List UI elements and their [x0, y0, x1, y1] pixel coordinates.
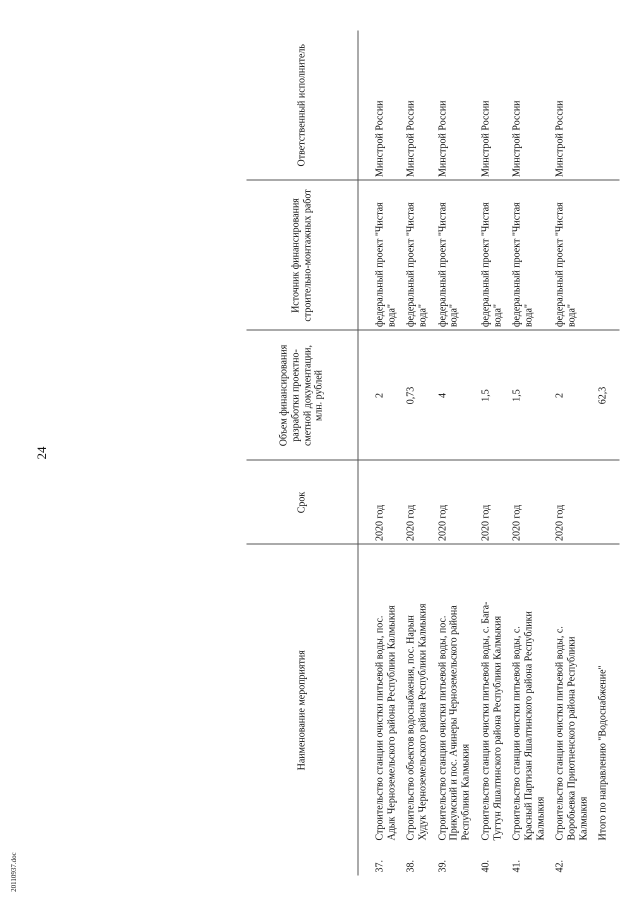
name-cell — [472, 545, 503, 876]
total-volume-cell: 62,3 — [590, 331, 620, 461]
row-number: 39. — [437, 841, 449, 873]
header-volume: Объем финансирования разработки проектно-сметной документации, млн. рублей — [247, 331, 359, 461]
term-cell: 2020 год — [429, 461, 472, 545]
table-row — [398, 31, 429, 876]
source-cell: федеральный проект "Чистая вода" — [358, 181, 398, 331]
responsible-cell: Минстрой России — [547, 31, 590, 181]
total-row — [590, 31, 620, 876]
row-number: 38. — [406, 841, 418, 873]
name-cell — [398, 545, 429, 876]
page-number: 24 — [32, 438, 52, 468]
header-term: Срок — [247, 461, 359, 545]
term-cell: 2020 год — [472, 461, 503, 545]
responsible-cell: Минстрой России — [472, 31, 503, 181]
row-name: Строительство станции очистки питьевой воды, с. Бага-Тугтун Яшалтинского района Республики Калмыкия — [480, 591, 503, 841]
row-name: Строительство станции очистки питьевой воды, с. Воробьевка Приютненского района Республики Калмыкия — [555, 591, 590, 841]
table-row — [547, 31, 590, 876]
table-row — [504, 31, 547, 876]
name-cell — [358, 545, 398, 876]
source-cell: федеральный проект "Чистая вода" — [398, 181, 429, 331]
row-number: 37. — [375, 841, 387, 873]
volume-cell: 1,5 — [472, 331, 503, 461]
total-source-cell — [590, 181, 620, 331]
table-row — [472, 31, 503, 876]
measures-table — [247, 31, 620, 876]
row-name: Строительство станции очистки питьевой воды, пос. Прикумский и пос. Ачинеры Черноземельского района Республики Калмыкия — [437, 591, 472, 841]
total-responsible-cell — [590, 31, 620, 181]
term-cell: 2020 год — [358, 461, 398, 545]
measures-table-container — [247, 31, 640, 876]
header-name: Наименование мероприятия — [247, 545, 359, 876]
total-label-cell — [590, 545, 620, 876]
volume-cell: 2 — [547, 331, 590, 461]
row-name: Строительство станции очистки питьевой воды, с. Красный Партизан Яшалтинского района Республики Калмыкия — [512, 591, 547, 841]
responsible-cell: Минстрой России — [504, 31, 547, 181]
volume-cell: 1,5 — [504, 331, 547, 461]
volume-cell: 2 — [358, 331, 398, 461]
term-cell: 2020 год — [398, 461, 429, 545]
total-label: Итого по направлению "Водоснабжение" — [598, 591, 610, 841]
responsible-cell: Минстрой России — [398, 31, 429, 181]
volume-cell: 4 — [429, 331, 472, 461]
name-cell — [547, 545, 590, 876]
row-number: 42. — [555, 841, 567, 873]
header-source: Источник финансирования строительно-монтажных работ — [247, 181, 359, 331]
source-cell: федеральный проект "Чистая вода" — [429, 181, 472, 331]
name-cell — [429, 545, 472, 876]
responsible-cell: Минстрой России — [358, 31, 398, 181]
row-number: 41. — [512, 841, 524, 873]
volume-cell: 0,73 — [398, 331, 429, 461]
source-cell: федеральный проект "Чистая вода" — [472, 181, 503, 331]
header-responsible: Ответственный исполнитель — [247, 31, 359, 181]
table-row — [429, 31, 472, 876]
source-cell: федеральный проект "Чистая вода" — [547, 181, 590, 331]
row-name: Строительство объектов водоснабжения, пос. Нарын Худук Черноземельского района Республики Калмыкия — [406, 591, 429, 841]
responsible-cell: Минстрой России — [429, 31, 472, 181]
name-cell — [504, 545, 547, 876]
total-term-cell — [590, 461, 620, 545]
term-cell: 2020 год — [504, 461, 547, 545]
table-header-row — [247, 31, 359, 876]
row-number: 40. — [480, 841, 492, 873]
footer-file-stamp: 20110937.doc — [8, 837, 20, 907]
table-row — [358, 31, 398, 876]
source-cell: федеральный проект "Чистая вода" — [504, 181, 547, 331]
term-cell: 2020 год — [547, 461, 590, 545]
row-name: Строительство станции очистки питьевой воды, пос. Адык Черноземельского района Республики Калмыкия — [375, 591, 398, 841]
